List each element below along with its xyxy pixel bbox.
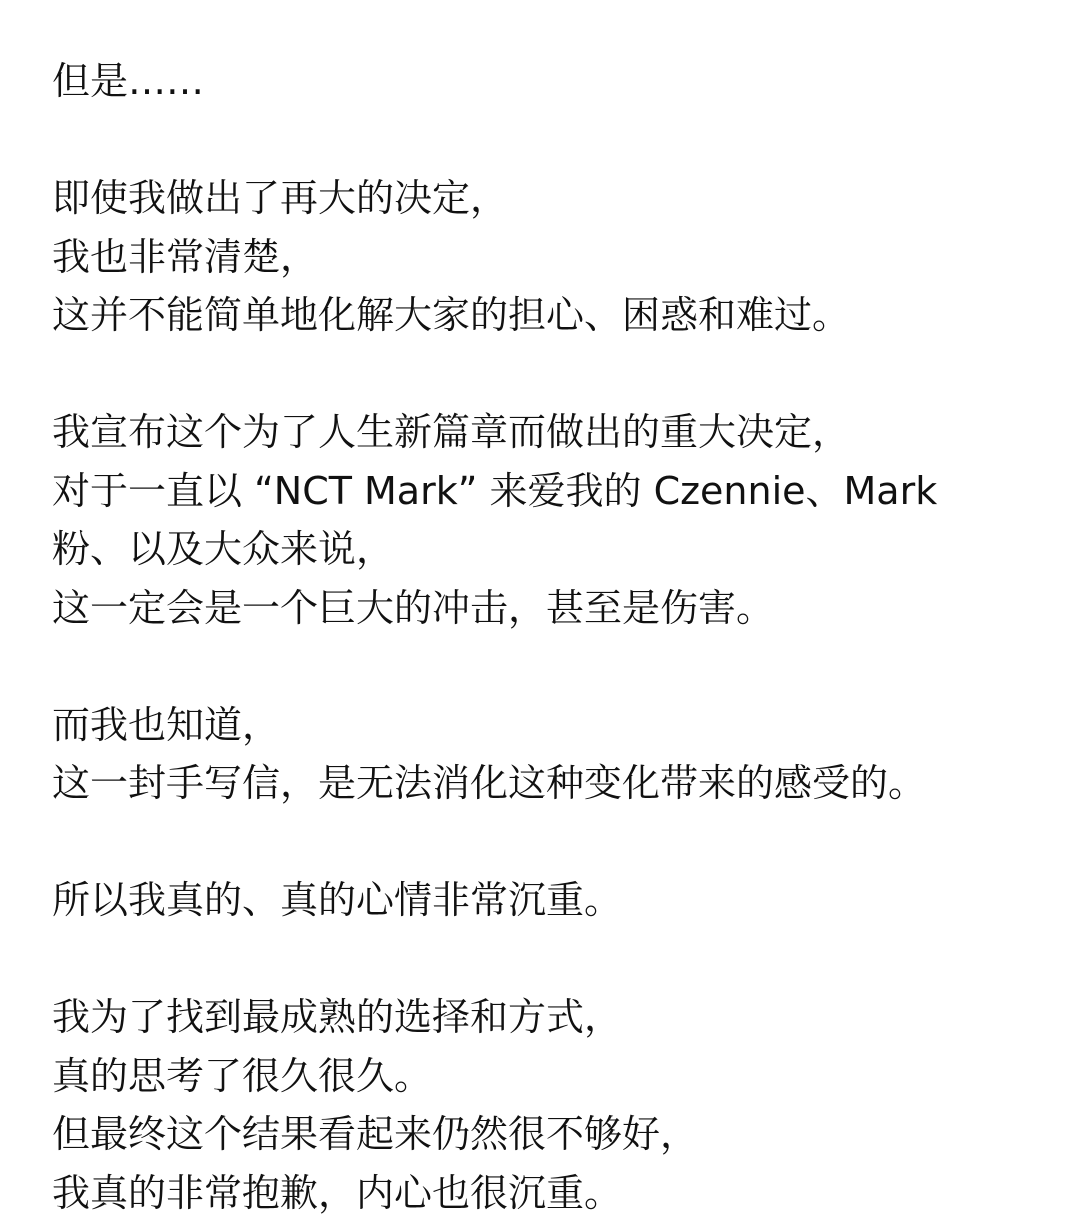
note-line: 这一封手写信，是无法消化这种变化带来的感受的。 xyxy=(52,761,927,805)
blank-line xyxy=(52,813,1062,872)
note-line: 粉、以及大众来说， xyxy=(52,527,395,571)
note-line: 所以我真的、真的心情非常沉重。 xyxy=(52,878,623,922)
note-line: 但是…… xyxy=(52,59,205,103)
note-line: 这一定会是一个巨大的冲击，甚至是伤害。 xyxy=(52,585,775,630)
note-line: 真的思考了很久很久。 xyxy=(52,1053,433,1098)
blank-line xyxy=(52,930,1062,989)
note-line: 对于一直以 “NCT Mark” 来爱我的 Czennie、Mark xyxy=(52,468,938,513)
note-body xyxy=(52,52,1062,1222)
note-line: 这并不能简单地化解大家的担心、困惑和难过。 xyxy=(52,293,851,337)
note-line: 我宣布这个为了人生新篇章而做出的重大决定， xyxy=(52,410,851,454)
note-line: 我真的非常抱歉，内心也很沉重。 xyxy=(52,1170,623,1215)
blank-line xyxy=(52,637,1062,696)
note-line: 即使我做出了再大的决定， xyxy=(52,176,509,220)
note-line: 但最终这个结果看起来仍然很不够好， xyxy=(52,1112,699,1156)
blank-line xyxy=(52,345,1062,404)
note-line: 我也非常清楚， xyxy=(52,234,319,279)
note-line: 我为了找到最成熟的选择和方式， xyxy=(52,995,623,1039)
blank-line xyxy=(52,111,1062,170)
note-line: 而我也知道， xyxy=(52,702,281,747)
